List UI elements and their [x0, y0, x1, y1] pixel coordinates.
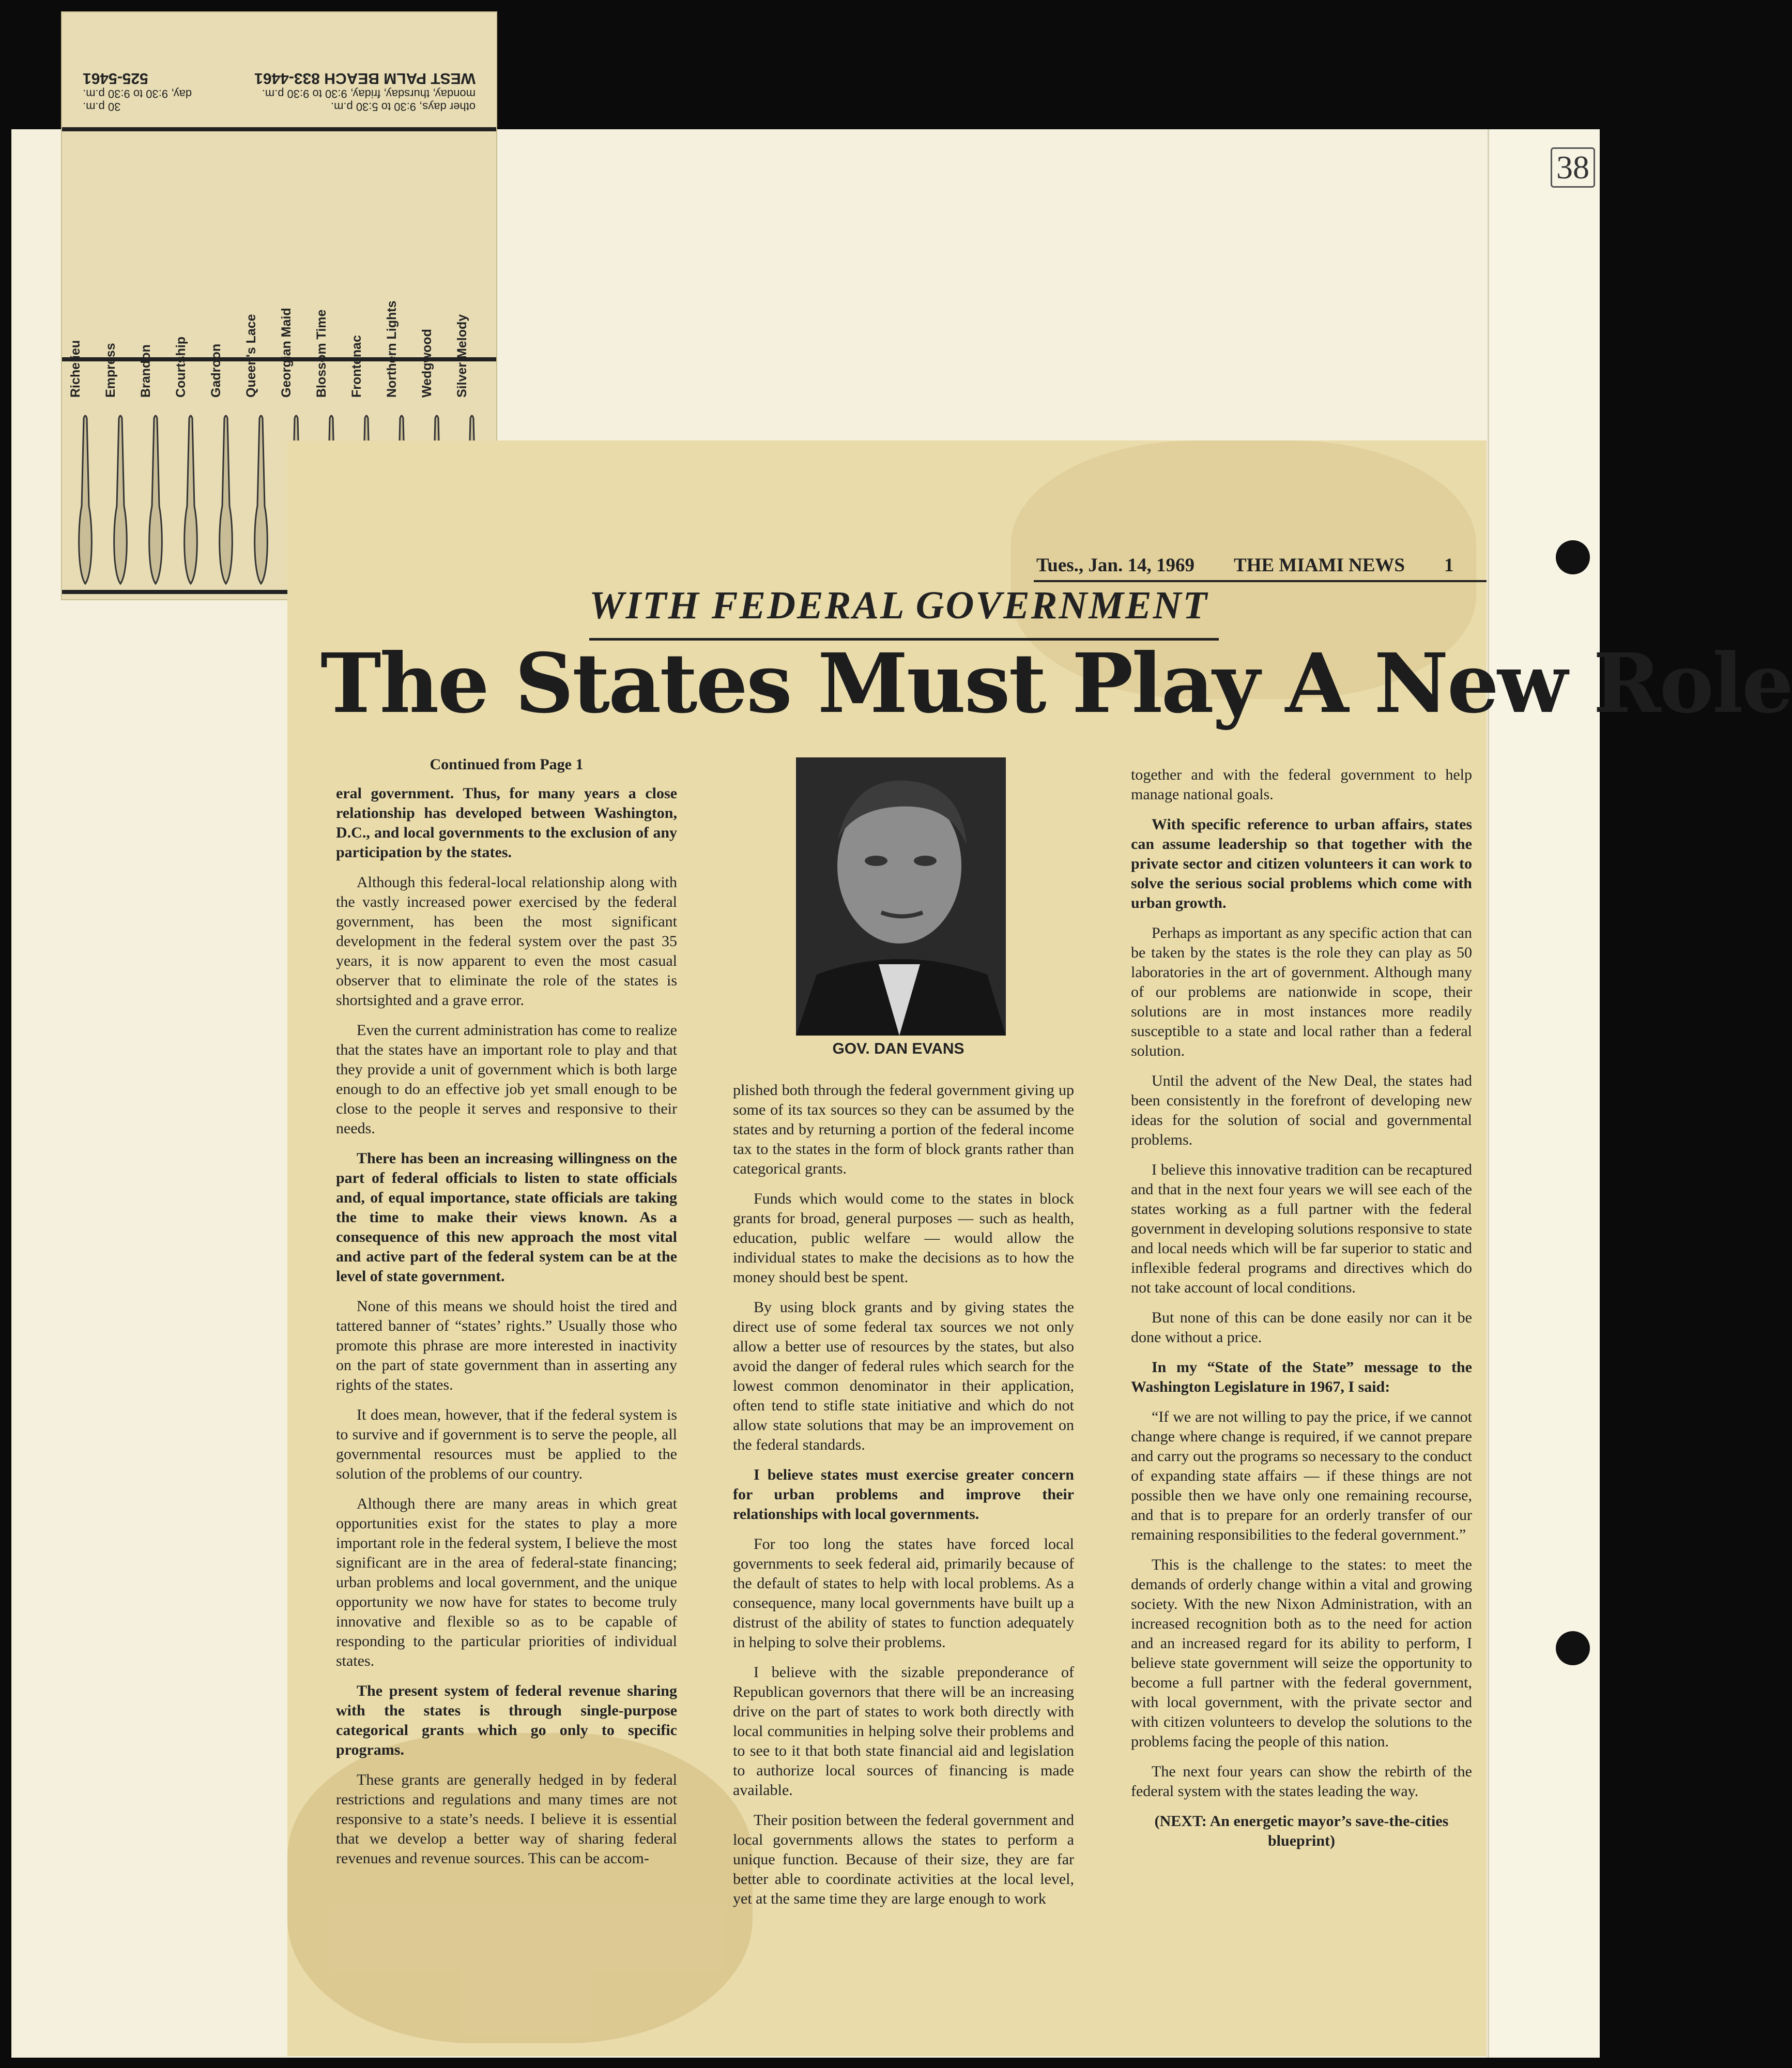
- next-note: (NEXT: An energetic mayor’s save-the-cities blueprint): [1154, 1813, 1449, 1849]
- pattern-item: [209, 263, 243, 594]
- article-column-2: [733, 1081, 1074, 1919]
- pattern-item: [244, 263, 278, 594]
- ad-contact: [83, 69, 476, 113]
- spoon-icon: [75, 413, 95, 584]
- pattern-name: Wedgwood: [420, 329, 434, 398]
- paragraph: eral government. Thus, for many years a close relationship has developed between Washington, D.C., and local governments to the exclusion of any participation by the states.: [336, 785, 677, 861]
- paragraph: None of this means we should hoist the tired and tattered banner of “states’ rights.” Usually those who promote this phrase are more interested in inactivity on the part of state government than in asserting any rights of the states.: [336, 1298, 677, 1393]
- ad-right-line3: 30 p.m.: [83, 100, 121, 113]
- paragraph: Although there are many areas in which great opportunities exist for the states to play a more important role in the federal system, I believe the most significant are in the area of federal-state financing; urban problems and local government, and the unique opportunity we now have for states to become truly innovative and flexible so as to be capable of responding to the particular priorities of individual states.: [336, 1495, 677, 1669]
- ad-right-line: 525-5461: [83, 70, 148, 87]
- pattern-name: Brandon: [139, 344, 153, 398]
- ad-hours-line: monday, thursday, friday, 9:30 to 9:30 p.m.: [262, 87, 476, 100]
- spoon-icon: [216, 413, 236, 584]
- paragraph: plished both through the federal government giving up some of its tax sources so they can be assumed by the states and by returning a portion of the federal income tax to the states in the form of block grants rather than categorical grants.: [733, 1082, 1074, 1177]
- paragraph: But none of this can be done easily nor can it be done without a price.: [1131, 1309, 1472, 1346]
- paragraph: together and with the federal government to help manage national goals.: [1131, 766, 1472, 803]
- page-number: 38: [1551, 147, 1595, 188]
- paragraph: Even the current administration has come to realize that the states have an important role to play and that they provide a unit of government which is both large enough to do an effective job yet small enough to be close to the people it serves and responsive to their needs.: [336, 1022, 677, 1137]
- paragraph: For too long the states have forced local governments to seek federal aid, primarily because of the default of states to help with local problems. As a consequence, many local governments have built up a distrust of the ability of states to function adequately in helping to solve their problems.: [733, 1535, 1074, 1651]
- paragraph: This is the challenge to the states: to meet the demands of orderly change within a vital and growing society. With the new Nixon Administration, with an increased recognition both as to the need for action and an increased regard for its ability to perform, I believe state government will seize the opportunity to become a full partner with the federal government, with local government, with the private sector and with citizen volunteers to develop the solutions to the problems facing the people of this nation.: [1131, 1556, 1472, 1750]
- ad-rule-lower: [62, 127, 496, 131]
- pattern-name: Silver Melody: [455, 314, 469, 398]
- ad-right-line2: day, 9:30 to 9:30 p.m.: [83, 87, 192, 100]
- pattern-name: Empress: [103, 343, 118, 398]
- dateline-rule: [1034, 580, 1487, 582]
- paragraph: There has been an increasing willingness on the part of federal officials to listen to state officials and, of equal importance, state officials are taking the time to make their views known. As a consequence of this new approach the most vital and active part of the federal system can be at the level of state government.: [336, 1150, 677, 1285]
- portrait-illustration: [796, 757, 1006, 1036]
- paragraph: I believe with the sizable preponderance of Republican governors that there will be an increasing drive on the part of states to work both directly with local communities in helping solve their problems and to see to it that both state financial aid and legislation to authorize local sources of financing is made available.: [733, 1664, 1074, 1799]
- pattern-item: [174, 263, 208, 594]
- article-column-1: [336, 755, 677, 1879]
- dateline: [1036, 554, 1454, 576]
- pattern-name: Richelieu: [68, 340, 83, 398]
- paragraph: “If we are not willing to pay the price, if we cannot change where change is required, if we cannot prepare and carry out the programs so necessary to the conduct of expanding state affairs — if these things are not possible then we have only one remaining recourse, and that is to prepare for an orderly transfer of our remaining responsibilities to the federal government.”: [1131, 1408, 1472, 1543]
- pattern-name: Blossom Time: [314, 309, 329, 398]
- paragraph: I believe states must exercise greater concern for urban problems and improve their relationships with local governments.: [733, 1466, 1074, 1523]
- newspaper-name: THE MIAMI NEWS: [1234, 555, 1405, 576]
- pattern-item: [68, 263, 102, 594]
- pattern-item: [103, 263, 137, 594]
- paragraph: Until the advent of the New Deal, the states had been consistently in the forefront of developing new ideas for the solution of social and governmental problems.: [1131, 1072, 1472, 1148]
- paragraph: The present system of federal revenue sharing with the states is through single-purpose categorical grants which go only to specific programs.: [336, 1682, 677, 1758]
- spoon-icon: [181, 413, 201, 584]
- pattern-name: Northern Lights: [385, 300, 399, 398]
- page-indicator: 1: [1444, 555, 1454, 576]
- page-margin-strip: [1488, 129, 1600, 2058]
- paragraph: Although this federal-local relationship along with the vastly increased power exercised by the federal government, has been the most significant development in the federal system over the past 35 years, it is now apparent to even the most casual observer that to eliminate the role of the states is shortsighted and a grave error.: [336, 874, 677, 1009]
- photo-caption: GOV. DAN EVANS: [832, 1040, 964, 1057]
- pattern-name: Courtship: [174, 336, 188, 398]
- date: Tues., Jan. 14, 1969: [1036, 555, 1195, 576]
- spoon-icon: [111, 413, 130, 584]
- ad-phone-line: WEST PALM BEACH 833-4461: [254, 70, 476, 87]
- binder-hole-bottom: [1556, 1631, 1590, 1665]
- paragraph: In my “State of the State” message to the Washington Legislature in 1967, I said:: [1131, 1359, 1472, 1395]
- ad-hours-line2: other days, 9:30 to 5:30 p.m.: [330, 100, 476, 113]
- paragraph: By using block grants and by giving states the direct use of some federal tax sources we not only allow a better use of resources by the states, but also avoid the danger of federal rules which search for the lowest common denominator in their application, often tend to stifle state initiative and which do not allow state solutions that may be an improvement on the federal standards.: [733, 1299, 1074, 1453]
- portrait-photo: [796, 757, 1006, 1036]
- paragraph: The next four years can show the rebirth of the federal system with the states leading the way.: [1131, 1763, 1472, 1800]
- article-column-3: [1131, 765, 1472, 1861]
- pattern-name: Queen's Lace: [244, 314, 258, 398]
- paragraph: Their position between the federal government and local governments allows the states to perform a unique function. Because of their size, they are far better able to coordinate activities at the local level, yet at the same time they are large enough to work: [733, 1812, 1074, 1907]
- pattern-item: [139, 263, 173, 594]
- paragraph: Funds which would come to the states in block grants for broad, general purposes — such as health, education, public welfare — would allow the individual states to make the decisions as to how the money should best be spent.: [733, 1190, 1074, 1286]
- continued-note: Continued from Page 1: [430, 756, 584, 773]
- paragraph: With specific reference to urban affairs, states can assume leadership so that together with the private sector and citizen volunteers it can work to solve the serious social problems which come with urban growth.: [1131, 816, 1472, 911]
- pattern-name: Gadroon: [209, 343, 223, 398]
- paragraph: Perhaps as important as any specific action that can be taken by the states is the role they can play as 50 laboratories in the art of government. Although many of our problems are nationwide in scope, their solutions are in most instances more readily susceptible to a state and local rather than a federal solution.: [1131, 924, 1472, 1059]
- paragraph: These grants are generally hedged in by federal restrictions and regulations and many times are not responsive to a state’s needs. I believe it is essential that we develop a better way of sharing federal revenues and revenue sources. This can be accom-: [336, 1771, 677, 1867]
- pattern-name: Georgian Maid: [279, 308, 294, 398]
- binder-hole-top: [1556, 540, 1590, 574]
- spoon-icon: [146, 413, 165, 584]
- pattern-name: Frontenac: [349, 335, 364, 398]
- headline: The States Must Play A New Role: [320, 636, 1792, 732]
- spoon-icon: [251, 413, 271, 584]
- paragraph: It does mean, however, that if the federal system is to survive and if government is to serve the people, all governmental resources must be applied to the solution of the problems of our country.: [336, 1406, 677, 1482]
- kicker-headline: WITH FEDERAL GOVERNMENT: [589, 584, 1208, 627]
- paragraph: I believe this innovative tradition can be recaptured and that in the next four years we will see each of the states working as a full partner with the federal government in developing solutions responsive to state and local needs which will be far superior to static and inflexible federal programs and directives which do not take account of local conditions.: [1131, 1161, 1472, 1296]
